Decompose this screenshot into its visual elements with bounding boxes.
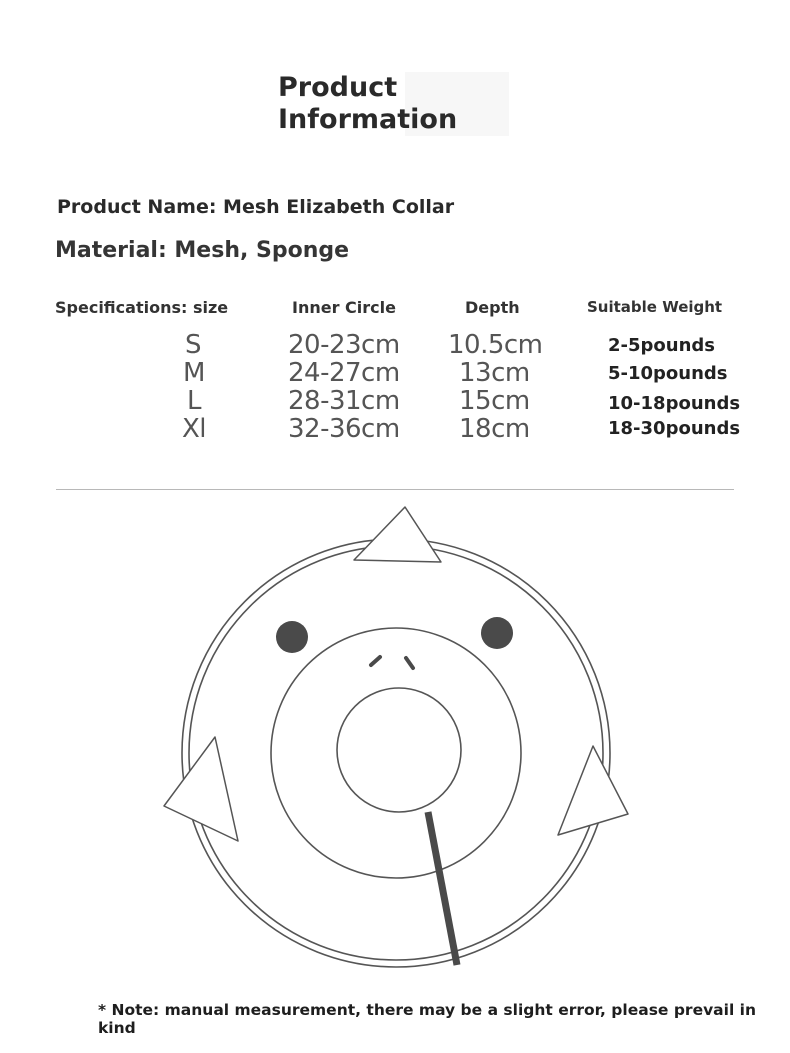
measurement-note: * Note: manual measurement, there may be a slight error, please prevail in kind — [98, 1001, 757, 1037]
product-name: Product Name: Mesh Elizabeth Collar — [57, 196, 455, 218]
cell-weight: 2-5pounds — [608, 335, 715, 356]
cell-inner-circle: 32-36cm — [288, 414, 400, 444]
cell-size: S — [185, 330, 202, 360]
eye-left — [276, 621, 308, 653]
nostril-left — [371, 657, 380, 665]
cell-depth: 10.5cm — [448, 330, 543, 360]
strap — [428, 812, 457, 965]
cell-depth: 15cm — [459, 386, 530, 416]
cell-weight: 18-30pounds — [608, 418, 741, 439]
cell-inner-circle: 20-23cm — [288, 330, 400, 360]
header-inner-circle: Inner Circle — [292, 298, 396, 317]
cell-size: Xl — [182, 414, 207, 444]
cell-size: M — [183, 358, 205, 388]
title-line-1: Product — [278, 72, 398, 103]
header-depth: Depth — [465, 298, 520, 317]
collar-outer-ring-inner — [189, 546, 603, 960]
section-divider — [56, 489, 734, 490]
page-title — [278, 72, 457, 136]
collar-diagram — [0, 495, 790, 990]
cell-weight: 10-18pounds — [608, 393, 741, 414]
cell-weight: 5-10pounds — [608, 363, 728, 384]
header-weight: Suitable Weight — [587, 298, 723, 316]
header-size: Specifications: size — [55, 298, 229, 317]
material: Material: Mesh, Sponge — [55, 238, 350, 263]
fin-right — [558, 746, 628, 835]
nostril-right — [406, 658, 413, 668]
eye-right — [481, 617, 513, 649]
title-line-2: Information — [278, 104, 458, 135]
ear-top — [354, 507, 441, 562]
collar-middle-ring — [271, 628, 521, 878]
fin-left — [164, 737, 238, 841]
cell-inner-circle: 24-27cm — [288, 358, 400, 388]
cell-size: L — [187, 386, 201, 416]
cell-inner-circle: 28-31cm — [288, 386, 400, 416]
cell-depth: 13cm — [459, 358, 530, 388]
collar-neck-hole — [337, 688, 461, 812]
cell-depth: 18cm — [459, 414, 530, 444]
collar-outer-ring — [182, 539, 610, 967]
